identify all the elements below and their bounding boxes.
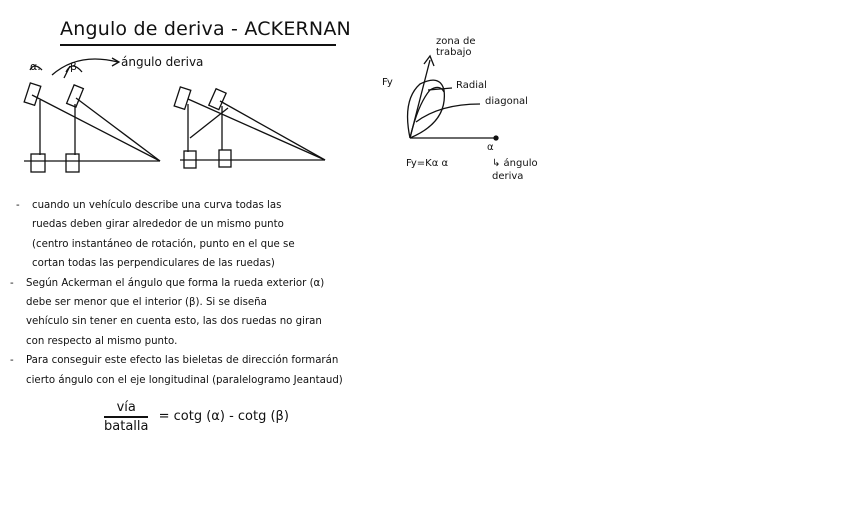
angulo-deriva-label: ↳ ángulo deriva xyxy=(492,158,538,182)
note-line: cortan todas las perpendiculares de las ruedas) xyxy=(32,258,275,270)
front-right-wheel-2 xyxy=(209,89,226,110)
formula-rhs: = cotg (α) - cotg (β) xyxy=(158,409,289,425)
front-right-wheel xyxy=(67,85,84,107)
via-batalla-fraction xyxy=(104,400,148,434)
page-title: Angulo de deriva - ACKERNAN xyxy=(60,18,351,40)
bullet-dash: - xyxy=(10,355,14,367)
front-left-wheel xyxy=(24,83,41,105)
note-line: debe ser menor que el interior (β). Si se diseña xyxy=(26,297,267,309)
ackerman-formula xyxy=(104,400,289,434)
beta-angle-label: β xyxy=(70,60,78,73)
fraction-bar xyxy=(104,416,148,418)
bullet-dash: - xyxy=(10,277,14,289)
note-line: (centro instantáneo de rotación, punto en el que se xyxy=(32,238,295,250)
rear-left-wheel xyxy=(31,154,45,172)
note-line: con respecto al mismo punto. xyxy=(26,335,178,347)
fy-formula-label: Fy=Kα α xyxy=(406,158,449,169)
notes-list xyxy=(10,196,436,390)
note-line: cuando un vehículo describe una curva todas las xyxy=(32,200,282,211)
note-item xyxy=(10,274,436,352)
bullet-dash: - xyxy=(16,200,20,211)
fraction-numerator: vía xyxy=(116,400,136,415)
note-line: ruedas deben girar alrededor de un mismo punto xyxy=(32,219,284,231)
zona-trabajo-label: zona de trabajo xyxy=(436,36,476,58)
note-line: cierto ángulo con el eje longitudinal (paralelogramo Jeantaud) xyxy=(26,374,343,386)
left-steering-figure xyxy=(24,58,160,172)
alpha-angle-label: α. xyxy=(30,60,41,73)
alpha-axis-label: α xyxy=(487,142,494,153)
fy-axis-label: Fy xyxy=(382,77,393,88)
rear-right-wheel xyxy=(66,154,79,172)
note-line: Según Ackerman el ángulo que forma la rueda exterior (α) xyxy=(26,277,325,289)
note-line: vehículo sin tener en cuenta esto, las dos ruedas no giran xyxy=(26,316,322,328)
note-item xyxy=(10,351,436,390)
note-item xyxy=(16,196,436,274)
right-steering-figure xyxy=(174,87,325,168)
rear-right-wheel-2 xyxy=(219,150,231,167)
radial-label: Radial xyxy=(456,80,487,91)
note-line: Para conseguir este efecto las bieletas de dirección formarán xyxy=(26,355,339,367)
fraction-denominator: batalla xyxy=(104,418,149,434)
deriva-label: ángulo deriva xyxy=(121,55,204,69)
diagonal-label: diagonal xyxy=(485,96,528,107)
